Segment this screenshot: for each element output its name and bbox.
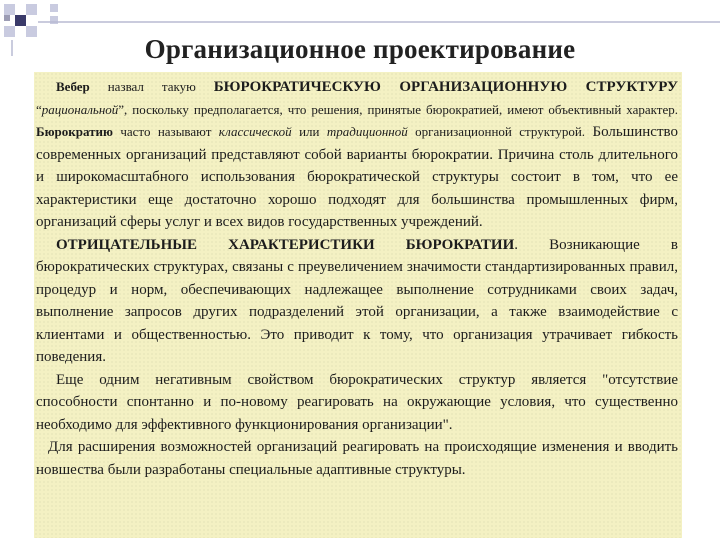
bureaucratic-structure-term: БЮРОКРАТИЧЕСКУЮ ОРГАНИЗАЦИОННУЮ СТРУКТУРУ <box>213 79 679 95</box>
page-title: Организационное проектирование <box>144 34 576 64</box>
weber-name: Вебер <box>56 79 90 94</box>
text-panel <box>34 72 682 538</box>
paragraph-negative: ОТРИЦАТЕЛЬНЫЕ ХАРАКТЕРИСТИКИ БЮРОКРАТИИ. Возникающие в бюрократических структурах, связаны с преувеличением значимости стандартизированных правил, процедур и норм, обеспечивающих надлежащее выполнение сотрудниками своих задач, выполнение запросов других подразделений этой организации, а также взаимодействие с клиентами и общественностью. Это приводит к тому, что организация утрачивает гибкость поведения. <box>36 236 678 365</box>
paragraph-spontaneity: Еще одним негативным свойством бюрократических структур является "отсутствие способности спонтанно и по-новому реагировать на окружающие условия, что существенно необходимо для эффективного функционирования организации". <box>36 371 678 433</box>
paragraph-adaptive: Для расширения возможностей организаций реагировать на происходящие изменения и вводить новшества были разработаны специальные адаптивные структуры. <box>36 439 678 478</box>
negative-characteristics-term: ОТРИЦАТЕЛЬНЫЕ ХАРАКТЕРИСТИКИ БЮРОКРАТИИ <box>56 236 515 253</box>
paragraph-weber: Вебер назвал такую БЮРОКРАТИЧЕСКУЮ ОРГАНИЗАЦИОННУЮ СТРУКТУРУ “рациональной”, поскольку предполагается, что решения, принятые бюрократией, имеют объективный характер. Бюрократию часто называют классической или традиционной организационной структурой. Большинство современных организаций представляют собой варианты бюрократии. Причина столь длительного и широкомасштабного использования бюрократической структуры состоит в том, что ее характеристики еще достаточно хорошо подходят для большинства промышленных фирм, организаций сферы услуг и всех видов государственных учреждений. <box>36 79 679 230</box>
